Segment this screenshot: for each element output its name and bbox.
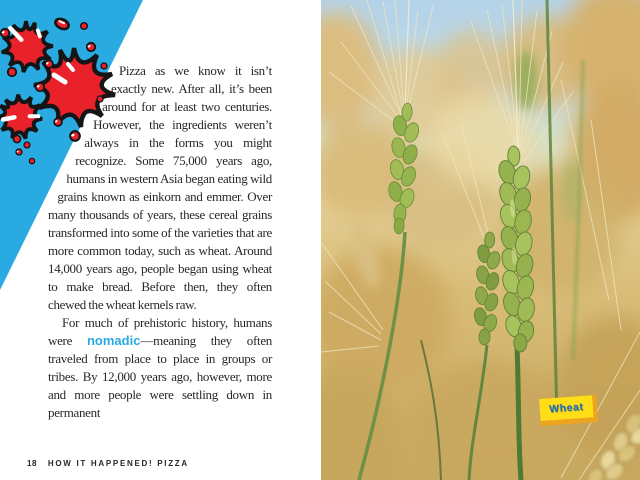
right-page-photo (321, 0, 640, 480)
paragraph-1: Pizza as we know it isn’t exactly new. After all, it’s been around for at least two centuries. However, the ingredients weren’t always in the forms you might recognize. Some 75,000 years ago, humans in western Asia began eating wild grains known as einkorn and emmer. Over many thousands of years, these cereal grains transformed into some of the varieties that are more common today, such as wheat. Around 14,000 years ago, people began using wheat to make bread. Before then, they often chewed the wheat kernels raw. (48, 63, 272, 312)
paragraph-2 (48, 314, 272, 422)
body-text (48, 62, 272, 422)
paragraph-2-tail: —meaning they often traveled from place to place in groups or tribes. By 12,000 years ago, however, more and more people were settling down in permanent (48, 333, 272, 420)
wheat-label (539, 395, 598, 426)
wheat-label-text: Wheat (548, 400, 584, 416)
paragraph-2-lead: For much of prehistoric history, humans were (48, 315, 272, 348)
book-title: HOW IT HAPPENED! PIZZA (47, 459, 189, 468)
wheat-label-face (539, 395, 593, 421)
page-footer (27, 459, 189, 468)
page-number: 18 (27, 459, 37, 468)
glossary-term-nomadic: nomadic (86, 333, 141, 348)
